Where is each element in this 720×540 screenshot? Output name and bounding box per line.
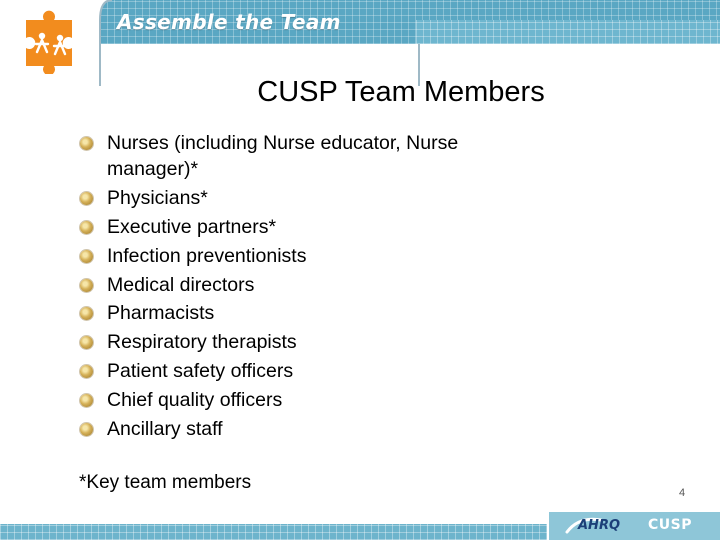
- list-item: [80, 416, 500, 442]
- list-item: [80, 130, 500, 182]
- footnote: *Key team members: [79, 472, 252, 493]
- bullet-icon: [80, 336, 93, 349]
- list-item-label: Infection preventionists: [107, 244, 307, 267]
- ahrq-logo: AHRQ: [578, 518, 621, 533]
- bullet-icon: [80, 394, 93, 407]
- bullet-icon: [80, 307, 93, 320]
- list-item: [80, 329, 500, 355]
- list-item: [80, 214, 500, 240]
- list-item: [80, 185, 500, 211]
- bullet-icon: [80, 221, 93, 234]
- cusp-logo: CUSP: [648, 517, 692, 533]
- list-item-label: Ancillary staff: [107, 418, 223, 441]
- banner-step: [416, 20, 720, 44]
- bullet-icon: [80, 279, 93, 292]
- slide-title: CUSP Team Members: [257, 76, 545, 108]
- team-member-list: [80, 130, 500, 445]
- list-item-label: Respiratory therapists: [107, 331, 297, 354]
- page-number: 4: [679, 487, 686, 499]
- list-item: [80, 300, 500, 326]
- list-item-label: Pharmacists: [107, 302, 215, 325]
- list-item-label: Chief quality officers: [107, 389, 283, 412]
- list-item: [80, 358, 500, 384]
- list-item-label: Patient safety officers: [107, 360, 294, 383]
- bullet-icon: [80, 137, 93, 150]
- list-item-label: Executive partners*: [107, 215, 277, 238]
- bullet-icon: [80, 192, 93, 205]
- list-item-label: Physicians*: [107, 186, 208, 209]
- list-item: [80, 272, 500, 298]
- section-title: Assemble the Team: [117, 10, 341, 34]
- bullet-icon: [80, 250, 93, 263]
- list-item-label: Medical directors: [107, 273, 255, 296]
- list-item: [80, 387, 500, 413]
- list-item-label: Nurses (including Nurse educator, Nurse manager)*: [107, 132, 459, 180]
- puzzle-team-icon: [20, 6, 84, 74]
- bullet-icon: [80, 365, 93, 378]
- bullet-icon: [80, 423, 93, 436]
- list-item: [80, 243, 500, 269]
